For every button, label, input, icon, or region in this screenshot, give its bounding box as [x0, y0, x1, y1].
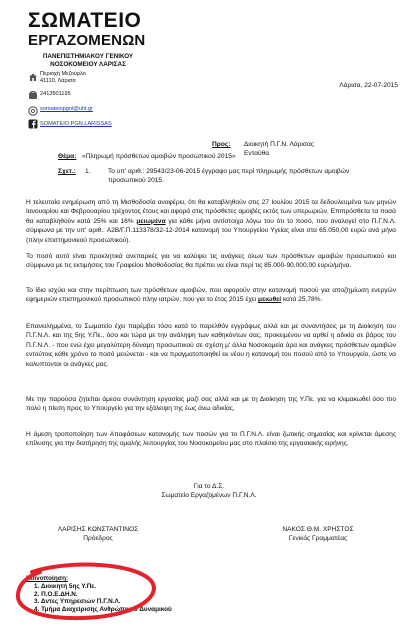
cc-item: 1. Διοικητή 5ης Υ.Πε.	[34, 583, 97, 590]
cc-item: 3. Δντες Υπηρεσιών Π.Γ.Ν.Λ.	[34, 598, 121, 606]
paragraph-2: Το ποσό αυτό είναι προκλητικά ανεπαρκές για να καλύψει τις ανάγκες όλων των πρόσθετων αμοιβών προσωπικού και σύμφωνα με τις εκτιμήσεις του Γραφείου Μισθοδοσίας θα πρέπει να είναι περί τις 85.000-90.000,00 ευρώ/μήνα.	[26, 253, 396, 270]
paragraph-6: Η άμεση τροποποίηση των Αποφάσεων κατανομής των ποσών για το Π.Γ.Ν.Λ. είναι ζωτικής σημασίας και κρίνεται άμεσης επίλυσης για την διατήρηση της ομαλής λειτουργίας του Νοσοκομείου μας στο πλαίσιο της εργασιακής ειρήνης.	[26, 431, 396, 448]
president-role: Πρόεδρος	[83, 535, 113, 542]
secretary-role: Γενικός Γραμματέας	[288, 535, 348, 542]
paragraph-4: Επανειλημμένα, το Σωματείο έχει παρέμβει τόσο κατά το παρελθόν εγγράφως αλλά και με συναντήσεις με τη Διοίκηση του Π.Γ.Ν.Λ. και της 5ης Υ.Πε., όσο και τώρα με την ανάληψη των καθηκόντων σας, προκειμένου να αρθεί η αδικία σε βάρος του Π.Γ.Ν.Λ. - που ενώ έχει μεγαλύτερη δύναμη προσωπικού σε σχέση μ' άλλα Νοσοκομεία άρα και ανάγκες πρόσθετων αμοιβών εντούτοις κάθε χρόνο το ποσό μειώνεται - και να πραγματοποιηθεί εκ νέου η κατανομή του ποσού από το Υπουργείο, ώστε να καλυπτονται οι ανάγκες μας.	[26, 323, 396, 368]
union-title	[28, 9, 146, 49]
paragraph-3	[26, 286, 396, 305]
address-line1: Περιοχή Μεζούρλο	[40, 71, 86, 77]
union-title-line2: ΕΡΓΑΖΟΜΕΝΩΝ	[28, 32, 146, 49]
facebook-icon	[28, 119, 38, 129]
recipient-label: Προς:	[212, 141, 231, 148]
annotation-oval	[12, 562, 160, 622]
signature-secretary	[258, 525, 378, 543]
date-line: Λάρισα, 22-07-2015	[339, 82, 398, 89]
email-link[interactable]: somateiopgnl@uhl.gr	[40, 106, 93, 112]
paragraph-1-emphasis: μειωμένα	[136, 217, 166, 225]
recipient	[244, 141, 314, 158]
paragraph-3-part-c: κατά 25,78%.	[282, 296, 323, 304]
recipient-line1: Διοικητή Π.Γ.Ν. Λάρισας	[244, 141, 314, 148]
email-icon	[28, 106, 38, 116]
hospital-subtitle-line2: ΝΟΣΟΚΟΜΕΙΟΥ ΛΑΡΙΣΑΣ	[50, 61, 126, 68]
phone-icon	[28, 90, 38, 100]
reference-number: 1.	[85, 168, 91, 175]
closing-line2: Σωματείο Εργαζομένων Π.Γ.Ν.Λ.	[161, 492, 257, 499]
paragraph-1	[26, 198, 396, 245]
phone-number: 2413501195	[40, 91, 71, 97]
cc-title: Κοινοποίηση:	[26, 575, 69, 582]
paragraph-1-part-a: Η τελευταία ενημέρωση από τη Μισθοδοσία αναφέρει, ότι θα καταβληθούν στις 27 Ιουλίου 2015 τα δεδουλευμένα των μηνών Ιανουαρίου και Φεβρουαρίου τρέχοντος έτους και αφορά στις πρόσθετες αμοιβές εκτός των υπερωριών. Επιπρόσθετα τα ποσά θα καταβληθούν κατά 25% και 16%	[26, 199, 396, 225]
recipient-line2: Ενταύθα	[244, 149, 270, 157]
hospital-subtitle	[38, 53, 138, 69]
address-line2: 41110, Λάρισα	[40, 77, 76, 84]
closing-line1: Για το Δ.Σ.	[193, 483, 225, 490]
paragraph-3-part-a: Το ίδιο ισχύει και στην περίπτωση των πρόσθετων αμοιβών, που αφορούν στην κατανομή ποσού για αποζημίωση ενεργών εφημεριών επιστημονικού προσωπικού πλην ιατρών, που για το έτος 2015 έχει	[26, 287, 396, 304]
address	[40, 71, 86, 84]
home-icon	[28, 72, 38, 82]
reference-text: Το υπ' αριθ.: 29543/23-06-2015 έγγραφο μας περί πληρωμής πρόσθετων αμοιβών προσωπικού 2015.	[108, 168, 350, 184]
cc-item: 4. Τμήμα Διαχείρισης Ανθρώπινου Δυναμικού	[34, 605, 172, 613]
signature-president	[38, 525, 158, 543]
paragraph-3-emphasis: μειωθεί	[258, 296, 282, 304]
cc-item: 2. Π.Ο.Ε.ΔΗ.Ν.	[34, 590, 78, 598]
subject-label: Θέμα:	[58, 153, 77, 160]
hospital-subtitle-line1: ΠΑΝΕΠΙΣΤΗΜΙΑΚΟΥ ΓΕΝΙΚΟΥ	[42, 53, 134, 60]
secretary-name: ΝΑΚΟΣ Θ.Μ. ΧΡΗΣΤΟΣ	[282, 526, 354, 533]
paragraph-1-part-c: για κάθε μήνα αντίστοιχα λόγω του ότι το ποσό, που αναλογεί στο Π.Γ.Ν.Λ. σύμφωνα με την υπ' αριθ.: Α2Β/Γ.Π.113378/32-12-2014 κατανομή του Υπουργείου Υγείας είναι στα 65.050,00 ευρώ ανά μήνα (πλην επιστημονικού προσωπικού).	[26, 217, 396, 244]
subject-text: «Πληρωμή πρόσθετων αμοιβών προσωπικού 2015»	[82, 153, 236, 160]
union-title-line1: ΣΩΜΑΤΕΙΟ	[28, 9, 142, 32]
facebook-link[interactable]: SOMATEIO.PGN.LARISSAS	[40, 121, 112, 127]
president-name: ΛΑΡΙΣΗΣ ΚΩΝΣΤΑΝΤΙΝΟΣ	[57, 526, 139, 533]
paragraph-5: Με την παρούσα ζητείται άμεσα συνάντηση εργασίας μαζί σας αλλά και με τη Διοίκηση της Υ.Πε. για να κλιμακωθεί όσο πιο πολύ η πίεση προς το Υπουργείο για την εξάλειψη της έως άνω αδικίας.	[26, 396, 396, 413]
reference-label: Σχετ.:	[58, 168, 76, 175]
